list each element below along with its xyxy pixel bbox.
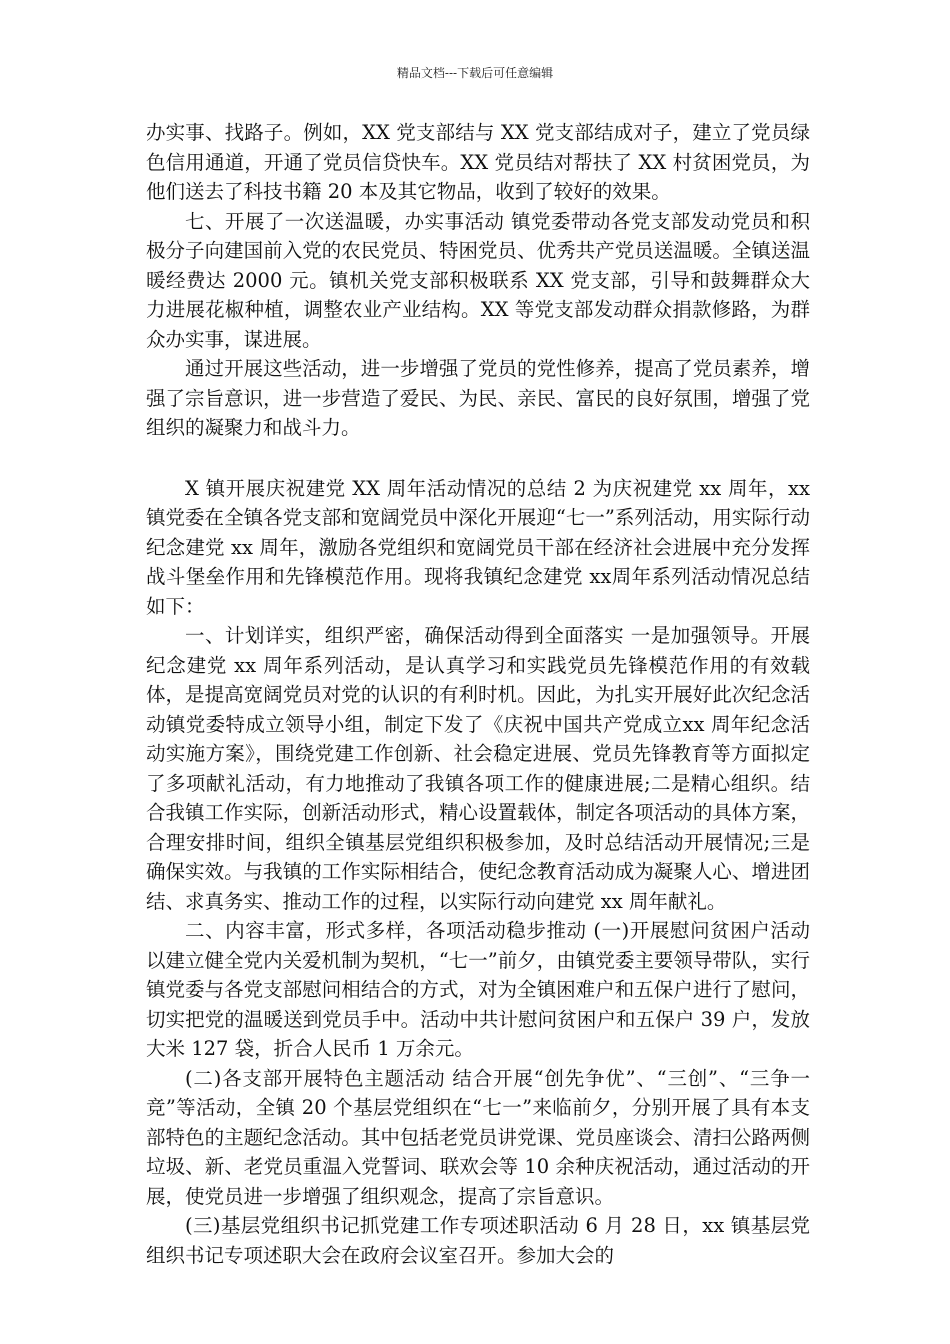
paragraph: 办实事、找路子。例如，XX 党支部结与 XX 党支部结成对子，建立了党员绿色信用通道，开通了党员信贷快车。XX 党员结对帮扶了 XX 村贫困党员，为他们送去了科技书籍 20 本及其它物品，收到了较好的效果。 — [146, 121, 810, 203]
section-heading-paragraph: X 镇开展庆祝建党 XX 周年活动情况的总结 2 为庆祝建党 xx 周年，xx 镇党委在全镇各党支部和宽阔党员中深化开展迎“七一”系列活动，用实际行动纪念建党 xx 周年，激励各党组织和宽阔党员干部在经济社会进展中充分发挥战斗堡垒作用和先锋模范作用。现将我镇纪念建党 xx周年系列活动情况总结如下： — [146, 476, 810, 618]
paragraph: (三)基层党组织书记抓党建工作专项述职活动 6 月 28 日，xx 镇基层党组织书记专项述职大会在政府会议室召开。参加大会的 — [146, 1214, 810, 1267]
document-body — [146, 118, 810, 1270]
paragraph: 二、内容丰富，形式多样，各项活动稳步推动 (一)开展慰问贫困户活动 以建立健全党内关爱机制为契机，“七一”前夕，由镇党委主要领导带队，实行镇党委与各党支部慰问相结合的方式，对为全镇困难户和五保户进行了慰问，切实把党的温暖送到党员手中。活动中共计慰问贫困户和五保户 39 户，发放大米 127 袋，折合人民币 1 万余元。 — [146, 919, 810, 1060]
paragraph: 通过开展这些活动，进一步增强了党员的党性修养，提高了党员素养，增强了宗旨意识，进一步营造了爱民、为民、亲民、富民的良好氛围，增强了党组织的凝聚力和战斗力。 — [146, 357, 810, 439]
page-header: 精品文档---下载后可任意编辑 — [396, 66, 554, 80]
paragraph: 一、计划详实，组织严密，确保活动得到全面落实 一是加强领导。开展纪念建党 xx 周年系列活动，是认真学习和实践党员先锋模范作用的有效载体，是提高宽阔党员对党的认识的有利时机。因此，为扎实开展好此次纪念活动镇党委特成立领导小组，制定下发了《庆祝中国共产党成立xx 周年纪念活动实施方案》，围绕党建工作创新、社会稳定进展、党员先锋教育等方面拟定了多项献礼活动，有力地推动了我镇各项工作的健康进展;二是精心组织。结合我镇工作实际，创新活动形式，精心设置载体，制定各项活动的具体方案，合理安排时间，组织全镇基层党组织积极参加，及时总结活动开展情况;三是确保实效。与我镇的工作实际相结合，使纪念教育活动成为凝聚人心、增进团结、求真务实、推动工作的过程，以实际行动向建党 xx 周年献礼。 — [146, 624, 810, 913]
paragraph: (二)各支部开展特色主题活动 结合开展“创先争优”、“三创”、“三争一竞”等活动，全镇 20 个基层党组织在“七一”来临前夕，分别开展了具有本支部特色的主题纪念活动。其中包括老党员讲党课、党员座谈会、清扫公路两侧垃圾、新、老党员重温入党誓词、联欢会等 10 余种庆祝活动，通过活动的开展，使党员进一步增强了组织观念，提高了宗旨意识。 — [146, 1066, 810, 1208]
paragraph-gap — [146, 443, 810, 474]
paragraph: 七、开展了一次送温暖，办实事活动 镇党委带动各党支部发动党员和积极分子向建国前入党的农民党员、特困党员、优秀共产党员送温暖。全镇送温暖经费达 2000 元。镇机关党支部积极联系 XX 党支部，引导和鼓舞群众大力进展花椒种植，调整农业产业结构。XX 等党支部发动群众捐款修路，为群众办实事，谋进展。 — [146, 209, 810, 351]
